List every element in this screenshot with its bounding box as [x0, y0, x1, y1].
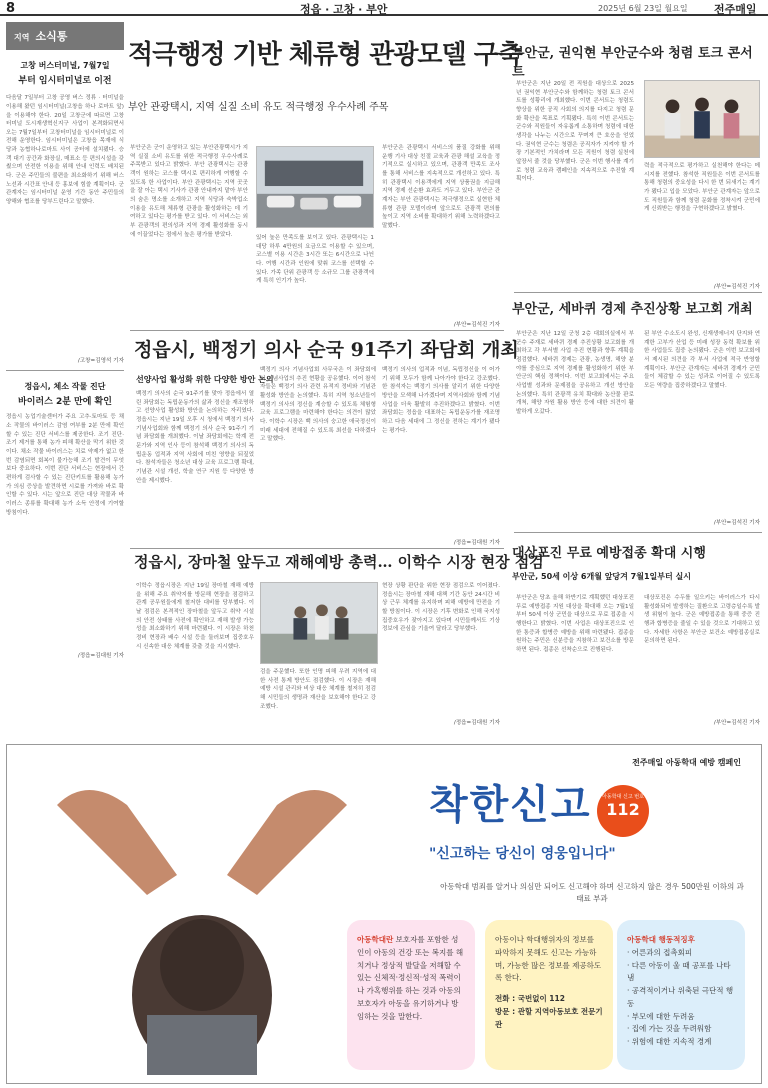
brief-byline-1: /고창=김영석 기자 [77, 358, 124, 365]
story3-byline: /정읍=김대원 기자 [453, 720, 500, 726]
page-header [0, 0, 768, 16]
divider [514, 532, 762, 533]
brief-title-2: 정읍시, 체소 작물 진단 [24, 382, 106, 392]
right-a-body-a: 부안군은 지난 20일 전 직원을 대상으로 2025년 권익현 부안군수와 함께하는 청렴 토크 콘서트를 성황리에 개최했다. 이번 콘서트는 청렴도 향상을 위한 공직 사회의 의지를 다지고 청렴 문화 확산을 목표로 기획됐다. 특히 이번 콘서트는 군수와 직원들이 자유롭게 소통하며 청렴에 대한 생각을 나누는 시간으로 꾸며져 큰 호응을 얻었다. 권익현 군수는 청렴은 공직자가 지켜야 할 가장 기본적인 가치라며 모든 직원이 청렴 실천에 앞장서 줄 것을 당부했다. 군은 이번 행사를 계기로 청렴 교육과 캠페인을 지속적으로 추진할 계획이다. [516, 81, 634, 183]
card-behavior-signs: 아동학대 행동적징후 · 어른과의 접촉회피 · 다른 아동이 울 때 공포를 나타냄 · 공격적이거나 위축된 극단적 행동 · 부모에 대한 두려움 · 집에 가는 것을 두려워함 · 위험에 대한 지속적 경계 [617, 920, 745, 1070]
divider [6, 370, 124, 371]
story2-body-b: 백정기 의사 기념사업회 사무국은 이 좌담회에서 기념사업의 추진 현황을 공유했다. 이어 참석자들은 백정기 의사 관련 유적지 정비와 기념관 활성화 방안을 논의했다. 특히 지역 청소년들이 백정기 의사의 정신을 계승할 수 있도록 체험형 교육 프로그램을 마련해야 한다는 의견이 많았다. 이학수 시장은 백 의사의 숭고한 애국정신이 미래 세대에 전해질 수 있도록 최선을 다하겠다고 말했다. [260, 367, 376, 443]
issue-date: 2025년 6월 23일 월요일 [598, 4, 688, 13]
story2-body-a: 백정기 의사의 순국 91주기를 맞아 정읍에서 열린 좌담회는 독립운동가의 삶과 정신을 재조명하고 선양사업 활성화 방안을 논의하는 자리였다. 정읍시는 지난 19일 오후 시 청에서 백정기 의사 기념사업회와 함께 백정기 의사 순국 91주기 기념 좌담회를 개최했다. 이날 좌담회에는 학계 전문가와 지역 인사 등이 참석해 백정기 의사의 독립운동 업적과 지역 사회에 미친 영향을 되짚었다. 참석자들은 청소년 대상 교육 프로그램 확대, 기념관 시설 개선, 학술 연구 지원 등 다양한 방안을 제시했다. [136, 391, 254, 484]
section-title: 정읍 · 고창 · 부안 [300, 3, 388, 16]
lead-body-right: 부안군은 관광택시 서비스의 품질 강화를 위해 운행 기사 대상 친절 교육과 관광 해설 교육을 정기적으로 실시하고 있으며, 관광객 만족도 조사를 통해 서비스를 지속적으로 개선하고 있다. 특히 관광택시 이용객에게 지역 상품권을 지급해 지역 경제 선순환 효과도 거두고 있다. 부안군 관계자는 부안 관광택시는 적극행정으로 실현한 체류형 관광 모델이라며 앞으로도 관광객 편의를 높이고 지역 소비를 확대하기 위해 노력하겠다고 말했다. [382, 145, 500, 229]
right-b-byline: /부안=김석진 기자 [713, 520, 760, 526]
right-story-a [512, 42, 764, 80]
card-abuse-definition: 아동학대란 보호자를 포함한 성인이 아동의 건강 또는 복지를 해치거나 정상적 발달을 저해할 수 있는 신체적·정신적·성적 폭력이나 가혹행위를 하는 것과 아동의 보호자가 아동을 유기하거나 방임하는 것을 말한다. [347, 920, 475, 1070]
ad-description: 아동학대 범죄를 알거나 의심만 되어도 신고해야 하며 신고하지 않은 경우 500만원 이하의 과태료 부과 [440, 882, 744, 903]
right-story-b [512, 298, 764, 317]
page-number: 8 [6, 1, 16, 16]
ad-brand-line: 전주매일 아동학대 예방 캠페인 [632, 758, 741, 767]
lead-body-left: 부안군은 군이 운영하고 있는 부안관광택시가 지역 실질 소비 유도를 위한 적극행정 우수사례로 주목받고 있다고 밝혔다. 부안 관광택시는 관광객이 원하는 코스를 택시로 편리하게 여행할 수 있도록 한 사업이다. 부안 관광택시는 지역 곳곳을 잘 아는 택시 기사가 관광 안내까지 맡아 부안의 숨은 명소를 소개하고 지역 식당과 숙박업소 이용을 유도해 체류형 관광을 활성화하는 데 기여하고 있다는 평가를 받고 있다. 이 서비스는 외부 관광객의 편의성과 지역 경제 활성화를 동시에 이끌었다는 점에서 높은 평가를 받았다. [130, 145, 248, 238]
tourist-taxi-photo [256, 146, 374, 228]
lead-body-mid: 있어 높은 만족도를 보이고 있다. 관광택시는 1대당 하루 4만원의 요금으로 이용할 수 있으며, 코스별 이용 시간은 3시간 또는 6시간으로 나뉜다. 여행 시간과 인원에 맞춰 코스를 선택할 수 있다. 가족 단위 관광객 등 소규모 그룹 관광객에게 특히 인기가 높다. [256, 235, 374, 285]
talk-concert-photo-image [644, 80, 760, 158]
right-c-body-b: 대상포진은 수두를 일으키는 바이러스가 다시 활성화되어 발생하는 질환으로 고령층일수록 발생 위험이 높다. 군은 예방접종을 통해 중증 진행과 합병증을 줄일 수 있을 것으로 기대하고 있다. 자세한 사항은 부안군 보건소 예방접종실로 문의하면 된다. [644, 595, 760, 645]
child-abuse-campaign-ad [6, 744, 762, 1084]
brief-body-1: 다음달 7일부터 고창 공영 버스 정류 · 터미널을 이용해 왔던 임시터미널(고창읍 하나 로마트 앞)을 이용해야 한다. 20일 고창군에 따르면 고창 터미널 도시재생혁신지구 사업이 본격화되면서 오는 7월7일부터 고창터미널을 임시터미널로 이전해 운영한다. 임시터미널은 고창읍 목재에 식당과 농협하나로마트 사이 공터에 설치됐다. 승객 대기 공간과 화장실, 매표소 등 편의시설을 갖췄으며 안전한 이용을 위해 안내 인력도 배치된다. 군은 주민들의 불편을 최소화하기 위해 버스 노선과 시간표 안내 등 홍보에 힘쓸 계획이다. 군 관계자는 임시터미널 운영 기간 동안 주민들의 양해와 협조를 당부드린다고 말했다. [6, 95, 124, 206]
story2-deck: 선양사업 활성화 위한 다양한 방안 논의 [136, 375, 274, 384]
brief-subtitle-2: 바이러스 2분 만에 확인 [18, 397, 112, 408]
story2-headline: 정읍시, 백정기 의사 순국 91주기 좌담회 개최 [134, 339, 519, 361]
tourist-taxi-photo-image [256, 146, 374, 228]
lead-byline: /부안=김석진 기자 [453, 322, 500, 328]
lead-headline: 적극행정 기반 체류형 관광모델 구축 [128, 40, 522, 70]
right-c-body-a: 부안군은 당초 올해 하반기로 계획했던 대상포진 무료 예방접종 지원 대상을 확대해 오는 7월1일부터 50세 이상 군민을 대상으로 무료 접종을 시행한다고 밝혔다. 이번 사업은 대상포진으로 인한 통증과 합병증 예방을 위해 마련됐다. 접종을 원하는 주민은 신분증을 지참하고 보건소를 방문하면 된다. 접종은 선착순으로 진행된다. [516, 595, 634, 653]
badge-112: 아동학대 신고 번호 112 [597, 785, 649, 837]
newspaper-brand: 전주매일 [714, 3, 757, 16]
story3-headline: 정읍시, 장마철 앞두고 재해예방 총력… 이학수 시장 현장 점검 [134, 553, 544, 571]
story3-body-b: 검을 주문했다. 또한 인명 피해 우려 지역에 대한 사전 통제 방안도 점검했다. 이 시장은 재해 예방 시설 관리와 비상 대응 체계를 철저히 점검해 시민들의 생명과 재산을 보호해야 한다고 강조했다. [260, 669, 376, 710]
right-story-c [512, 542, 764, 582]
mayor-inspection-photo-image [260, 582, 378, 664]
brief-body-2: 정읍시 농업기술센터가 주요 고추·토마토 등 채소 작물의 바이러스 감염 여부를 2분 만에 확인할 수 있는 진단 서비스를 제공한다. 조기 진단·조기 제거를 통해 농가 피해 확산을 막기 위한 것이다. 채소 작물 바이러스는 치료 약제가 없고 한번 감염되면 회복이 불가능해 조기 발견이 무엇보다 중요하다. 이번 진단 서비스는 현장에서 간편하게 검사할 수 있는 진단키트를 활용해 농가가 의심 증상을 발견하면 시료를 가져와 바로 확인할 수 있다. 시는 앞으로 진단 대상 작물과 바이러스 종류를 확대해 농가 소득 안정에 기여할 방침이다. [6, 414, 124, 516]
divider [514, 292, 762, 293]
ad-slogan: "신고하는 당신이 영웅입니다" [429, 846, 616, 862]
right-b-headline: 부안군, 세바퀴 경제 추진상황 보고회 개최 [512, 302, 753, 317]
left-news-column [6, 22, 124, 734]
ad-title: 착한신고 [429, 781, 592, 828]
column-tag: 지역 소식통 [6, 22, 124, 50]
talk-concert-photo [644, 80, 760, 158]
right-c-deck: 부안군, 50세 이상 6개월 앞당겨 7월1일부터 실시 [512, 572, 691, 581]
lead-deck: 부안 관광택시, 지역 실질 소비 유도 적극행정 우수사례 주목 [128, 102, 389, 113]
right-a-byline: /부안=김석진 기자 [713, 284, 760, 290]
mayor-inspection-photo [260, 582, 378, 664]
brief-subtitle-1: 부터 임시터미널로 이전 [18, 76, 112, 87]
right-b-body-a: 부안군은 지난 12일 군청 2층 대회의실에서 부군수 주재로 세바퀴 경제 추진상황 보고회를 개최하고 각 부서별 사업 추진 현황과 향후 계획을 점검했다. 세바퀴 경제는 관광, 농생명, 해양 분야를 중심으로 지역 경제를 활성화하기 위한 부안군의 핵심 정책이다. 이번 보고회에서는 주요 사업별 성과와 문제점을 공유하고 개선 방안을 논의했다. 특히 관광객 유치 확대와 농산물 판로 개척, 해양 자원 활용 방안 등에 대한 의견이 활발하게 오갔다. [516, 331, 634, 415]
threatening-hands-illustration [27, 765, 377, 1075]
story2-byline: /정읍=김대원 기자 [453, 540, 500, 546]
lead-story [128, 22, 522, 113]
right-c-headline: 대상포진 무료 예방접종 확대 시행 [512, 546, 706, 561]
brief-byline-2: /정읍=김대원 기자 [77, 653, 124, 660]
story3-body-c: 현장 상황 판단을 위한 현장 점검으로 이어졌다. 정읍시는 장마철 재해 대책 기간 동안 24시간 비상 근무 체계를 유지하며 피해 예방에 만전을 기할 방침이다. 이 시장은 기후 변화로 인해 국지성 집중호우가 잦아지고 있다며 시민들께서도 기상 정보에 관심을 기울여 달라고 당부했다. [382, 583, 500, 633]
story3-body-a: 이학수 정읍시장은 지난 19일 장마철 재해 예방을 위해 주요 취약지를 방문해 현장을 점검하고 관계 공무원들에게 철저한 대비를 당부했다. 이날 점검은 본격적인 장마철을 앞두고 취약 시설의 안전 상태를 사전에 확인하고 재해 발생 가능성을 최소화하기 위해 마련됐다. 이 시장은 하천 정비 현장과 배수 시설 등을 둘러보며 집중호우 시 신속한 대응 체계를 갖출 것을 지시했다. [136, 583, 254, 650]
brief-title-1: 고창 버스터미널, 7월7일 [20, 61, 110, 70]
right-a-headline: 부안군, 권익현 부안군수와 청렴 토크 콘서트 [512, 46, 753, 80]
right-a-body-b: 력을 적극적으로 평가하고 실천해야 한다는 메시지를 전했다. 참석한 직원들은 이번 콘서트를 통해 청렴의 중요성을 다시 한 번 되새기는 계기가 됐다고 입을 모았다. 부안군 관계자는 앞으로도 직원들과 함께 청렴 문화를 정착시켜 군민에게 신뢰받는 행정을 구현하겠다고 밝혔다. [644, 163, 760, 213]
right-b-body-b: 된 부안 수소도시 완성, 신재생에너지 단지와 연계한 고부가 산업 등 미래 성장 동력 확보를 위한 사업들도 집중 논의됐다. 군은 이번 보고회에서 제시된 의견을 각 부서 사업에 적극 반영할 계획이다. 부안군 관계자는 세바퀴 경제가 군민들이 체감할 수 있는 성과로 이어질 수 있도록 모든 역량을 집중하겠다고 말했다. [644, 331, 760, 389]
story2-body-c: 백정기 의사의 업적과 이념, 독립정신을 이 어가기 위해 모두가 함께 나아가야 한다고 강조했다. 한 참석자는 백정기 의사를 알리기 위한 다양한 방안을 모색해 나가겠다며 지역사회와 함께 기념사업을 더욱 활발히 추진하겠다고 밝혔다. 이번 좌담회는 정읍을 대표하는 독립운동가를 재조명하고 다음 세대에 그 정신을 전하는 계기가 됐다는 평가다. [382, 367, 500, 434]
card-report-info: 아동이나 학대행위자의 정보를 파악하지 못해도 신고는 가능하며, 가능한 많은 정보를 제공하도록 한다. 전화 : 국번없이 112 방문 : 관할 지역아동보호 전문기관 [485, 920, 613, 1070]
right-c-byline: /부안=김석진 기자 [713, 720, 760, 726]
